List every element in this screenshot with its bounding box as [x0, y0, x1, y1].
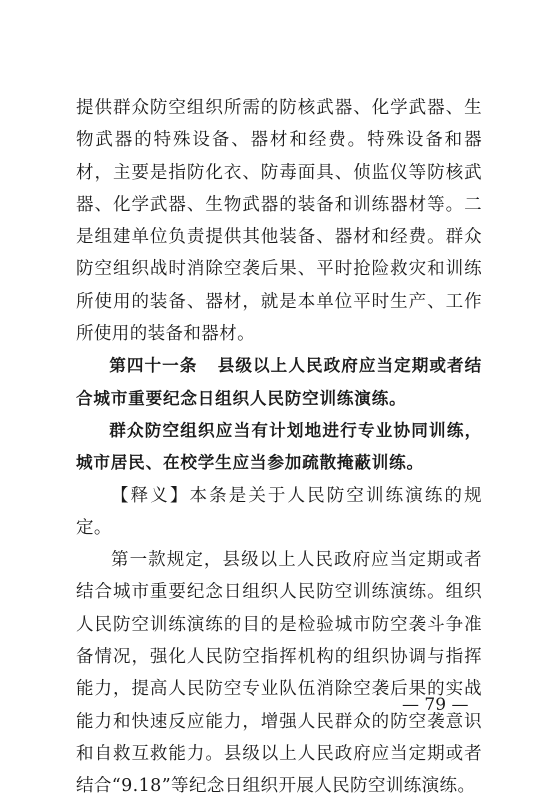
interpretation-intro [76, 480, 482, 545]
interpretation-label: 【释义】 [111, 485, 190, 506]
paragraph-continuation: 提供群众防空组织所需的防核武器、化学武器、生物武器的特殊设备、器材和经费。特殊设备和器材，主要是指防化衣、防毒面具、侦监仪等防核武器、化学武器、生物武器的装备和训练器材等。二是组建单位负责提供其他装备、器材和经费。群众防空组织战时消除空袭后果、平时抢险救灾和训练所使用的装备、器材，就是本单位平时生产、工作所使用的装备和器材。 [76, 98, 482, 345]
article-text: 县级以上人民政府应当定期或者结合城市重要纪念日组织人民防空训练演练。 [76, 356, 483, 408]
page-number: — 79 — [402, 695, 469, 715]
interpretation-paragraph: 第一款规定，县级以上人民政府应当定期或者结合城市重要纪念日组织人民防空训练演练。组织人民防空训练演练的目的是检验城市防空袭斗争准备情况，强化人民防空指挥机构的组织协调与指挥能力，提高人民防空专业队伍消除空袭后果的实战能力和快速反应能力，增强人民群众的防空袭意识和自救互救能力。县级以上人民政府应当定期或者结合“9.18”等纪念日组织开展人民防空训练演练。 [76, 550, 482, 797]
interpretation-text: 本条是关于人民防空训练演练的规定。 [76, 485, 482, 538]
article-41-paragraph-1 [76, 350, 482, 415]
article-heading: 第四十一条 [109, 356, 198, 376]
article-41-paragraph-2: 群众防空组织应当有计划地进行专业协同训练，城市居民、在校学生应当参加疏散掩蔽训练。 [76, 420, 482, 473]
